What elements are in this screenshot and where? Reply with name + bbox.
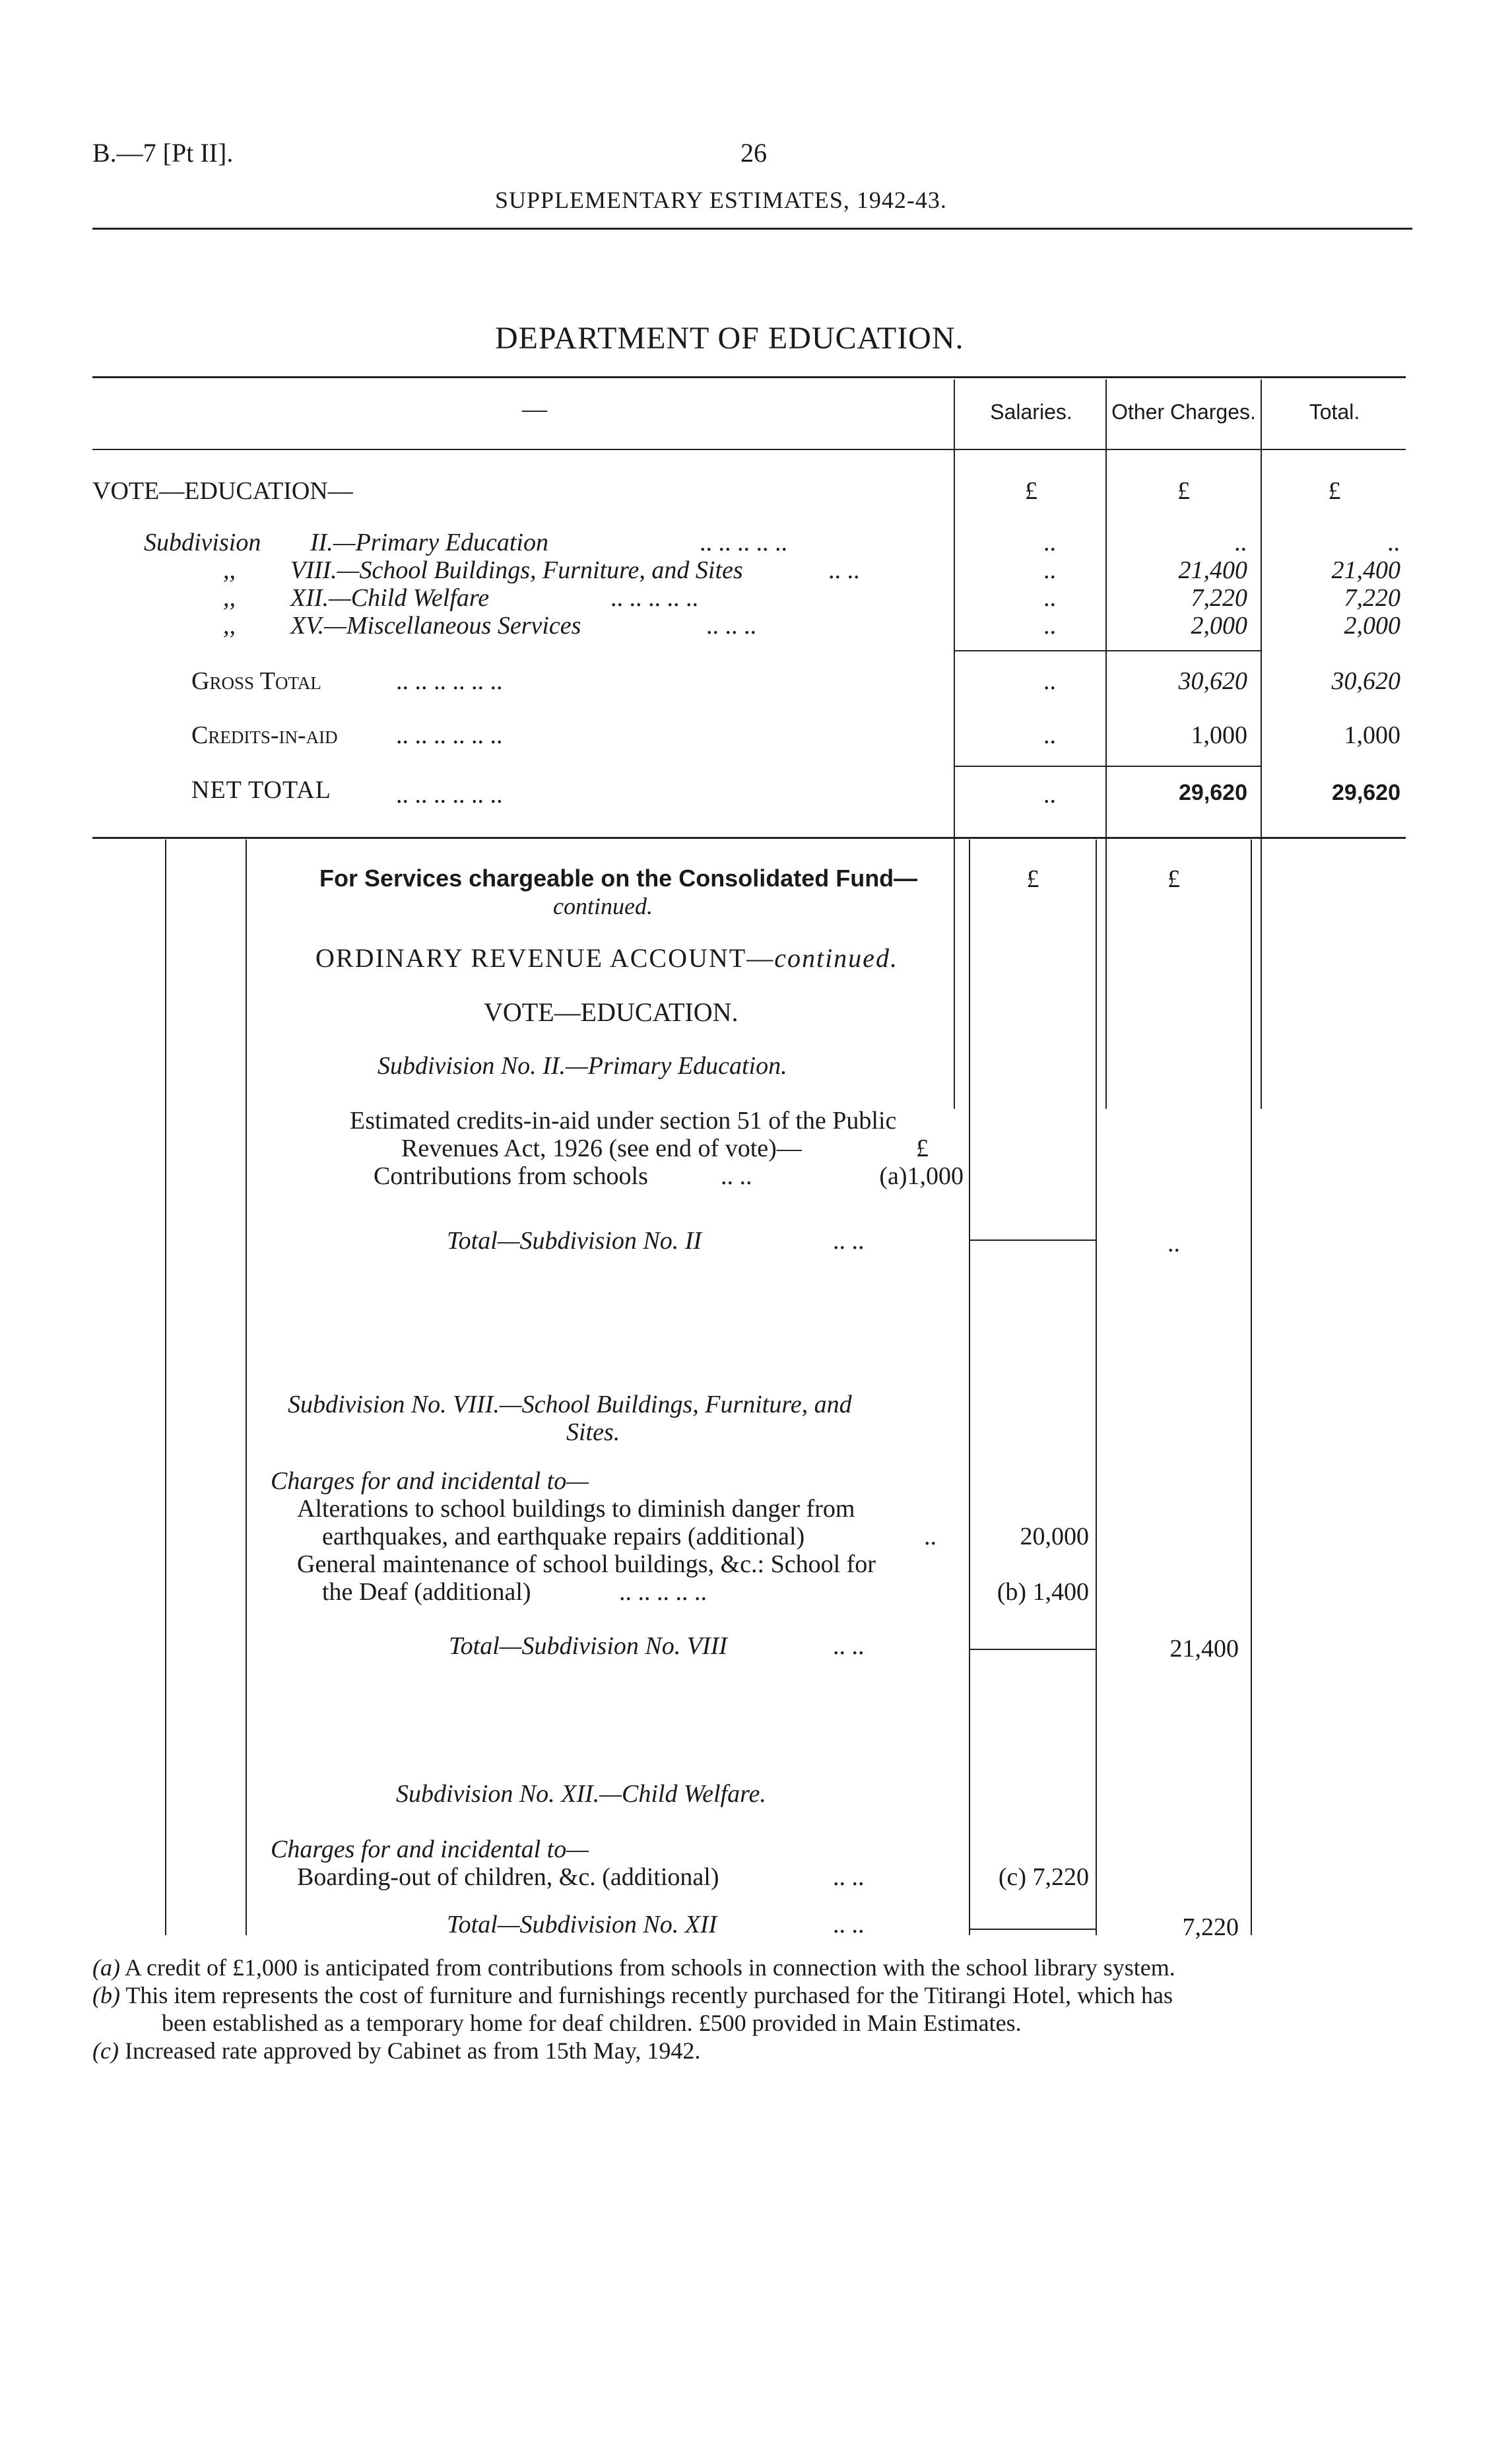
sub2-total-label: Total—Subdivision No. II bbox=[447, 1227, 702, 1255]
detail-col-rule-a bbox=[165, 840, 166, 1935]
detail-col-rule-e bbox=[1251, 840, 1252, 1935]
leader-dots: .. .. .. bbox=[706, 612, 756, 640]
salaries-value: .. bbox=[1043, 584, 1056, 612]
leader-dots: .. .. bbox=[833, 1911, 865, 1938]
detail-vote: VOTE—EDUCATION. bbox=[484, 997, 739, 1027]
sub2-contrib-value: (a)1,000 bbox=[879, 1162, 964, 1190]
detail-heading: For Services chargeable on the Consolidated Fund— bbox=[319, 865, 918, 892]
footnote-mark: (a) bbox=[92, 1954, 120, 1981]
sub12-item1-value: (c) 7,220 bbox=[998, 1863, 1089, 1891]
net-other-charges: 29,620 bbox=[1179, 780, 1247, 805]
footnote-continuation bbox=[92, 2009, 1426, 2037]
subdivision-prefix: ,, bbox=[223, 556, 236, 584]
leader-dots: .. .. .. .. .. bbox=[619, 1578, 707, 1606]
detail-top-rule bbox=[92, 837, 1406, 839]
account-name: ORDINARY REVENUE ACCOUNT— bbox=[315, 943, 775, 973]
subdivision-name: VIII.—School Buildings, Furniture, and Sites bbox=[290, 556, 743, 584]
detail-col-rule-d bbox=[1096, 840, 1097, 1935]
sub8-item2-line1: General maintenance of school buildings, &c.: School for bbox=[297, 1550, 876, 1578]
total-value: 7,220 bbox=[1344, 584, 1400, 612]
sub12-title: Subdivision No. XII.—Child Welfare. bbox=[396, 1780, 766, 1808]
footnote bbox=[92, 1954, 1426, 1981]
subdivision-prefix: Subdivision bbox=[144, 529, 261, 556]
sub2-credits-line1: Estimated credits-in-aid under section 51 of the Public bbox=[350, 1107, 897, 1135]
leader-dots: .. .. bbox=[833, 1632, 865, 1660]
detail-currency-1: £ bbox=[1026, 865, 1039, 893]
subdivision-prefix: ,, bbox=[223, 612, 236, 640]
summary-col-rule-1 bbox=[954, 380, 955, 1109]
col-header-salaries: Salaries. bbox=[990, 400, 1072, 424]
leader-dots: .. .. bbox=[828, 556, 860, 584]
detail-col-rule-b bbox=[246, 840, 247, 1935]
sub8-total-value: 21,400 bbox=[1169, 1635, 1239, 1663]
footnote bbox=[92, 2037, 1426, 2065]
leader-dots: .. .. bbox=[721, 1162, 752, 1190]
credits-total: 1,000 bbox=[1344, 721, 1400, 749]
total-value: 2,000 bbox=[1344, 612, 1400, 640]
other-charges-value: 7,220 bbox=[1191, 584, 1247, 612]
sub2-total-value: .. bbox=[1167, 1230, 1180, 1257]
sub8-item2-line2: the Deaf (additional) bbox=[322, 1578, 531, 1606]
gross-total-label: Gross Total bbox=[191, 667, 321, 695]
sub2-rule bbox=[969, 1240, 1097, 1241]
leader-dots: .. .. .. .. .. .. bbox=[396, 721, 503, 749]
vote-label: VOTE—EDUCATION— bbox=[92, 477, 353, 505]
footnote-text: Increased rate approved by Cabinet as from 15th May, 1942. bbox=[124, 2037, 701, 2064]
credits-in-aid-label: Credits-in-aid bbox=[191, 721, 338, 749]
sub8-rule bbox=[969, 1649, 1097, 1650]
leader-dots: .. .. .. .. .. bbox=[700, 529, 787, 556]
total-value: 21,400 bbox=[1331, 556, 1400, 584]
department-title: DEPARTMENT OF EDUCATION. bbox=[495, 321, 964, 356]
net-rule bbox=[954, 766, 1262, 767]
sub8-charges: Charges for and incidental to— bbox=[271, 1467, 589, 1495]
total-value: .. bbox=[1388, 529, 1400, 556]
footnote bbox=[92, 1981, 1426, 2009]
subdivision-name: XII.—Child Welfare bbox=[290, 584, 490, 612]
other-charges-value: .. bbox=[1235, 529, 1247, 556]
footnote-text: been established as a temporary home for deaf children. £500 provided in Main Estimates. bbox=[162, 2010, 1022, 2036]
sub12-charges: Charges for and incidental to— bbox=[271, 1836, 589, 1863]
gross-other-charges: 30,620 bbox=[1178, 667, 1247, 695]
footnote-text: A credit of £1,000 is anticipated from contributions from schools in connection with the school library system. bbox=[125, 1954, 1175, 1981]
subdivision-name: XV.—Miscellaneous Services bbox=[290, 612, 581, 640]
sub2-contrib-label: Contributions from schools bbox=[374, 1162, 648, 1190]
other-charges-value: 2,000 bbox=[1191, 612, 1247, 640]
footnote-mark: (b) bbox=[92, 1982, 120, 2008]
detail-heading-continued: continued. bbox=[553, 893, 653, 919]
leader-dots: .. .. bbox=[833, 1227, 865, 1255]
sub2-credits-line2: Revenues Act, 1926 (see end of vote)— bbox=[401, 1135, 802, 1162]
net-total-label: NET TOTAL bbox=[191, 776, 331, 804]
sub8-item1-value: 20,000 bbox=[1020, 1523, 1089, 1550]
salaries-value: .. bbox=[1043, 529, 1056, 556]
other-charges-value: 21,400 bbox=[1178, 556, 1247, 584]
gross-salaries: .. bbox=[1043, 667, 1056, 695]
col-header-total: Total. bbox=[1309, 400, 1360, 424]
sub12-rule bbox=[969, 1929, 1097, 1930]
leader-dots: .. .. .. .. .. bbox=[610, 584, 698, 612]
currency-salaries: £ bbox=[1025, 477, 1037, 505]
sub8-item1-line1: Alterations to school buildings to diminish danger from bbox=[297, 1495, 855, 1523]
salaries-value: .. bbox=[1043, 556, 1056, 584]
page-subtitle: SUPPLEMENTARY ESTIMATES, 1942-43. bbox=[495, 187, 947, 213]
header-rule bbox=[92, 228, 1412, 230]
account-continued: continued. bbox=[774, 943, 898, 973]
leader-dots: .. .. .. .. .. .. bbox=[396, 667, 503, 695]
sub8-item2-value: (b) 1,400 bbox=[997, 1578, 1089, 1606]
sub12-total-label: Total—Subdivision No. XII bbox=[447, 1911, 717, 1938]
sub12-item1: Boarding-out of children, &c. (additional) bbox=[297, 1863, 719, 1891]
subdivision-name: II.—Primary Education bbox=[310, 529, 548, 556]
detail-currency-2: £ bbox=[1167, 865, 1180, 893]
page-number: 26 bbox=[740, 138, 767, 168]
leader-dots: .. .. .. .. .. .. bbox=[396, 781, 503, 809]
net-salaries: .. bbox=[1043, 781, 1056, 809]
footnote-text: This item represents the cost of furniture and furnishings recently purchased for the Titirangi Hotel, which has bbox=[125, 1982, 1173, 2008]
footnotes bbox=[92, 1954, 1426, 2065]
account-title bbox=[315, 943, 898, 974]
leader-dots: .. bbox=[924, 1523, 937, 1550]
sub8-total-label: Total—Subdivision No. VIII bbox=[449, 1632, 727, 1660]
salaries-value: .. bbox=[1043, 612, 1056, 640]
sub8-title-line2: Sites. bbox=[566, 1418, 620, 1446]
detail-col-rule-c bbox=[969, 840, 970, 1935]
summary-head-rule bbox=[92, 449, 1406, 450]
currency-other: £ bbox=[1177, 477, 1190, 505]
sub2-pound: £ bbox=[916, 1135, 929, 1162]
col-header-other-charges: Other Charges. bbox=[1111, 400, 1256, 424]
summary-head-label: — bbox=[522, 395, 547, 423]
gross-rule bbox=[954, 650, 1262, 651]
credits-salaries: .. bbox=[1043, 721, 1056, 749]
page-reference: B.—7 [Pt II]. bbox=[92, 138, 234, 168]
footnote-mark: (c) bbox=[92, 2037, 119, 2064]
summary-top-rule bbox=[92, 376, 1406, 378]
subdivision-prefix: ,, bbox=[223, 584, 236, 612]
sub8-item1-line2: earthquakes, and earthquake repairs (additional) bbox=[322, 1523, 805, 1550]
sub12-total-value: 7,220 bbox=[1182, 1913, 1239, 1941]
net-total-value: 29,620 bbox=[1332, 780, 1400, 805]
gross-total-value: 30,620 bbox=[1331, 667, 1400, 695]
sub8-title: Subdivision No. VIII.—School Buildings, Furniture, and bbox=[288, 1391, 852, 1418]
leader-dots: .. .. bbox=[833, 1863, 865, 1891]
sub2-title: Subdivision No. II.—Primary Education. bbox=[378, 1052, 787, 1080]
currency-total: £ bbox=[1328, 477, 1341, 505]
credits-other-charges: 1,000 bbox=[1191, 721, 1247, 749]
